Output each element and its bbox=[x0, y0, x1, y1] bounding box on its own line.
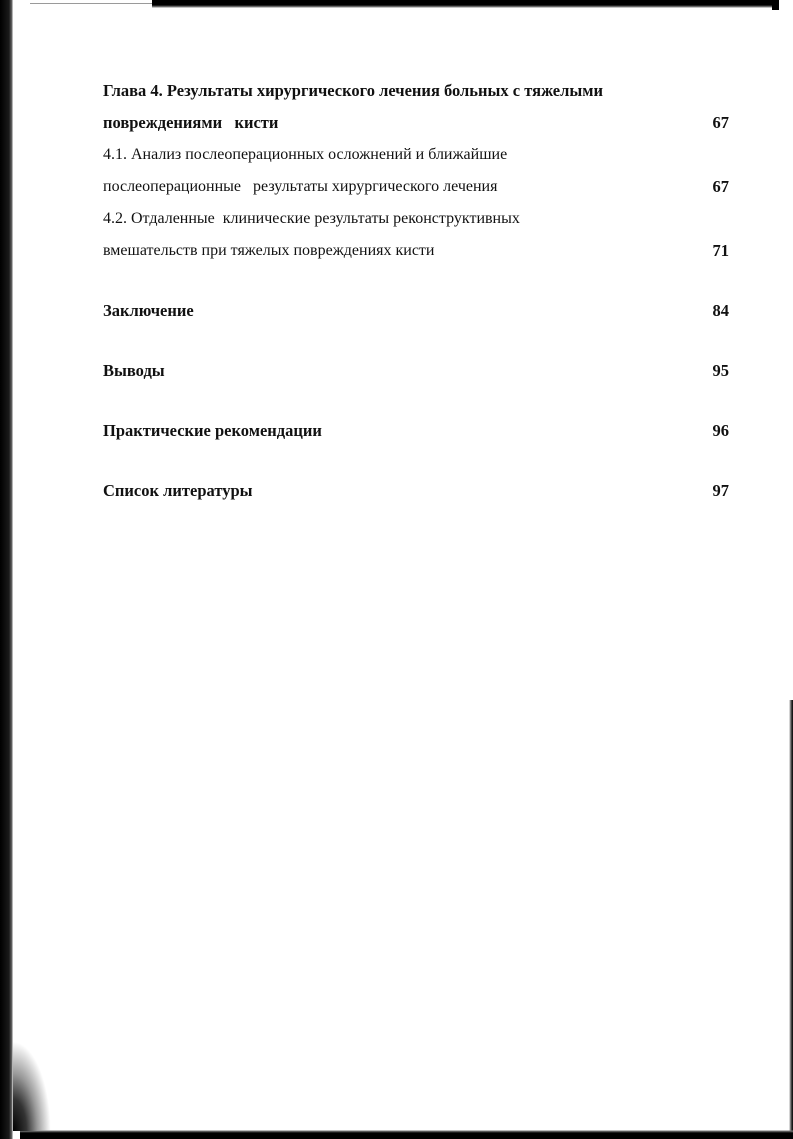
toc-entry-title-line: 4.2. Отдаленные клинические результаты реконструктивных bbox=[103, 210, 520, 227]
toc-entry-title-line: Глава 4. Результаты хирургического лечения больных с тяжелыми bbox=[103, 81, 604, 100]
scan-border-top-thin bbox=[30, 3, 152, 4]
table-of-contents bbox=[103, 75, 733, 507]
toc-entry-title-line bbox=[103, 107, 733, 139]
toc-page-number: 71 bbox=[712, 241, 729, 260]
toc-entry-title: Выводы bbox=[103, 361, 165, 380]
toc-entry-title-continuation: послеоперационные результаты хирургического лечения bbox=[103, 178, 498, 195]
scan-corner-shadow bbox=[13, 1041, 51, 1131]
scan-border-top bbox=[152, 0, 772, 8]
toc-page-number: 95 bbox=[712, 361, 729, 380]
toc-entry-title-continuation: вмешательств при тяжелых повреждениях кисти bbox=[103, 242, 435, 259]
toc-entry-title-line: 4.1. Анализ послеоперационных осложнений и ближайшие bbox=[103, 146, 508, 163]
toc-entry-section-4-2 bbox=[103, 203, 733, 267]
toc-page-number: 67 bbox=[712, 177, 729, 196]
toc-entry-title-continuation: повреждениями кисти bbox=[103, 113, 279, 132]
toc-entry-references bbox=[103, 475, 733, 507]
toc-page-number: 84 bbox=[712, 301, 729, 320]
toc-entry-findings bbox=[103, 355, 733, 387]
toc-entry-conclusion bbox=[103, 295, 733, 327]
toc-entry-title: Список литературы bbox=[103, 481, 253, 500]
toc-entry-recommendations bbox=[103, 415, 733, 447]
toc-entry-section-4-1 bbox=[103, 139, 733, 203]
toc-entry-title-line bbox=[103, 235, 733, 267]
scan-border-right bbox=[789, 700, 793, 1139]
toc-entry-chapter-4 bbox=[103, 75, 733, 139]
toc-entry-title-line bbox=[103, 171, 733, 203]
toc-page-number: 97 bbox=[712, 481, 729, 500]
toc-entry-title: Заключение bbox=[103, 301, 194, 320]
toc-entry-title: Практические рекомендации bbox=[103, 421, 322, 440]
toc-page-number: 67 bbox=[712, 113, 729, 132]
scan-border-left bbox=[0, 0, 13, 1139]
scan-border-bottom bbox=[20, 1130, 793, 1139]
scan-mark-top-right bbox=[772, 0, 779, 10]
toc-page-number: 96 bbox=[712, 421, 729, 440]
